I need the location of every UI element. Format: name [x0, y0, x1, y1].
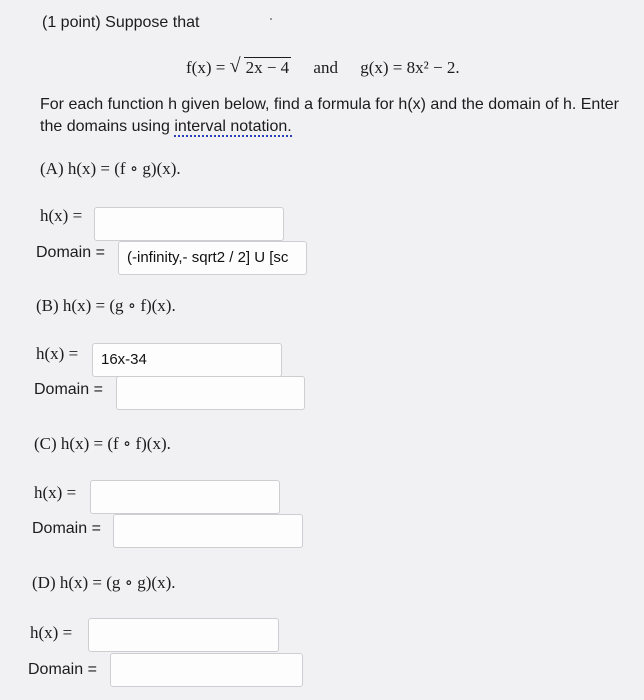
and-word: and: [313, 58, 338, 77]
instructions-line-1: For each function h given below, find a formula for h(x) and the domain of h. Enter: [40, 96, 619, 113]
part-c-domain-label: Domain =: [32, 520, 101, 537]
part-b-domain-label: Domain =: [34, 381, 103, 398]
f-radicand: 2x − 4: [245, 58, 290, 77]
part-a-h-input[interactable]: [94, 207, 284, 241]
stray-dot: [270, 18, 272, 20]
sqrt-expression: [229, 55, 292, 78]
part-a-title: (A) h(x) = (f ∘ g)(x).: [40, 159, 181, 178]
part-a-h-label: h(x) =: [40, 206, 83, 225]
part-b-h-label: h(x) =: [36, 344, 79, 363]
part-d-title: (D) h(x) = (g ∘ g)(x).: [32, 573, 176, 592]
part-b-domain-input[interactable]: [116, 376, 305, 410]
part-b-title: (B) h(x) = (g ∘ f)(x).: [36, 296, 176, 315]
part-a-domain-input[interactable]: (-infinity,- sqrt2 / 2] U [sc: [118, 241, 307, 275]
part-b-h-input[interactable]: 16x-34: [92, 343, 282, 377]
instructions-line-2: [40, 118, 292, 136]
radical-sign: √: [229, 55, 241, 77]
instructions-prefix: the domains using: [40, 118, 175, 135]
part-c-title: (C) h(x) = (f ∘ f)(x).: [34, 434, 171, 453]
g-definition: g(x) = 8x² − 2.: [360, 58, 460, 77]
part-d-h-input[interactable]: [88, 618, 279, 652]
part-c-h-input[interactable]: [90, 480, 280, 514]
part-d-domain-input[interactable]: [110, 653, 303, 687]
interval-notation-link[interactable]: interval notation.: [174, 118, 292, 135]
part-d-domain-label: Domain =: [28, 661, 97, 678]
function-definitions: [186, 55, 460, 78]
part-d-h-label: h(x) =: [30, 623, 73, 642]
part-c-domain-input[interactable]: [113, 514, 303, 548]
part-c-h-label: h(x) =: [34, 483, 77, 502]
f-definition-lhs: f(x) =: [186, 58, 226, 77]
part-a-domain-label: Domain =: [36, 244, 105, 261]
problem-header: (1 point) Suppose that: [42, 14, 200, 31]
